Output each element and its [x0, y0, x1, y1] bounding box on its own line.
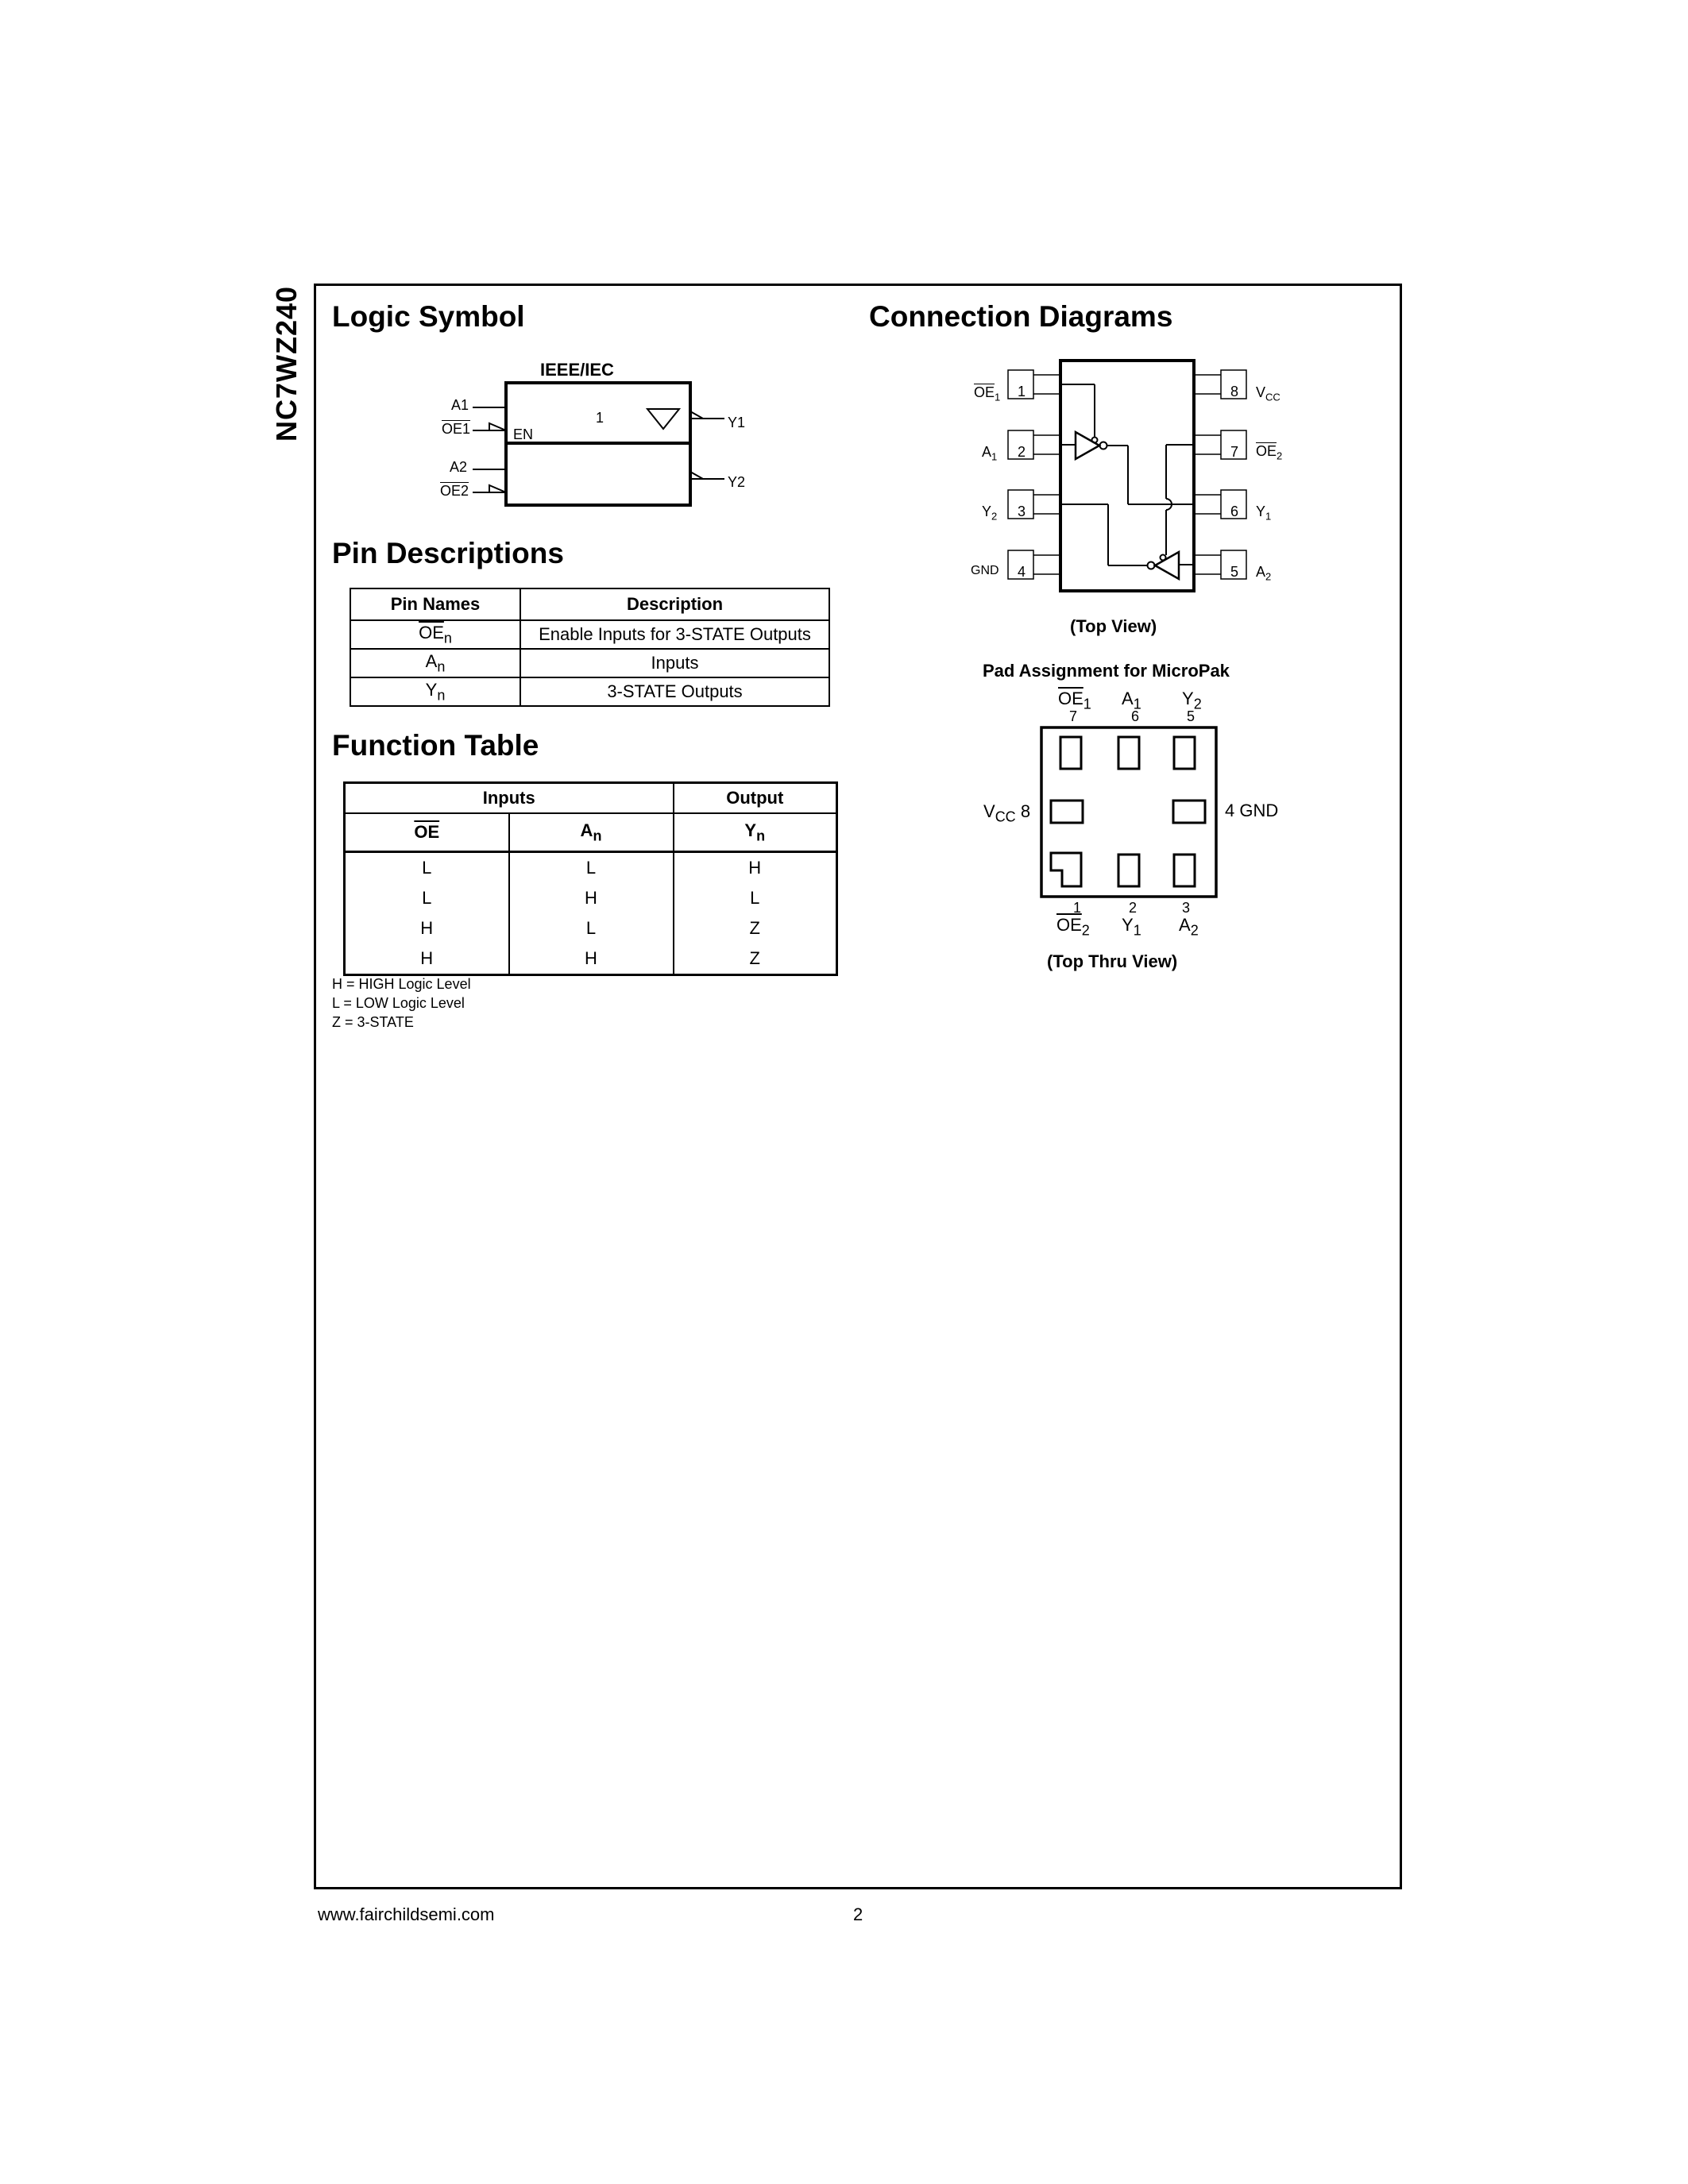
part-number-side-title: NC7WZ240 [270, 285, 303, 442]
table-cell: H [345, 913, 509, 943]
table-group-header-row [345, 783, 837, 814]
buffer-gate-1 [1076, 432, 1099, 459]
top-view-caption: (Top View) [1070, 616, 1157, 636]
table-row [345, 913, 837, 943]
footer-page-number: 2 [853, 1904, 863, 1924]
pin-label-a2: $A_2$ [1256, 564, 1272, 583]
pin-label-y1: $Y_1$ [1256, 504, 1272, 523]
logic-enable-label: EN [513, 426, 534, 442]
pin-description-cell: Enable Inputs for 3-STATE Outputs [520, 620, 829, 649]
micropak-top-label-a1: $A_1$ [1122, 689, 1141, 712]
logic-symbol-block-2 [506, 443, 690, 505]
table-cell: L [509, 913, 674, 943]
pin-label-gnd: GND [971, 564, 999, 577]
logic-output-y1: Y1 [728, 415, 746, 430]
micropak-pin-number-5: 5 [1187, 708, 1196, 724]
buffer-gate-2 [1155, 552, 1179, 579]
micropak-pin-number-7: 7 [1069, 708, 1078, 724]
function-table [343, 781, 838, 976]
footer-website: www.fairchildsemi.com [318, 1904, 495, 1924]
logic-qualifier: 1 [596, 410, 605, 426]
pin-label-vcc: $V_{CC}$ [1256, 384, 1280, 403]
table-row [350, 677, 829, 706]
table-cell: Z [674, 943, 837, 975]
column-header-pin-names: Pin Names [350, 588, 520, 620]
function-table-note: H = HIGH Logic Level [332, 976, 471, 992]
pin-name-cell: $\overline{OE}_n$ [350, 620, 520, 649]
table-cell: L [509, 852, 674, 884]
pin-descriptions-table [350, 588, 830, 707]
column-header-an: $A_n$ [509, 813, 674, 852]
logic-symbol-diagram [429, 373, 763, 532]
micropak-left-label-vcc: $V_{CC}$ 8 [983, 801, 1031, 825]
pin-number-8: 8 [1230, 384, 1239, 399]
pin-number-2: 2 [1018, 444, 1026, 460]
column-header-yn: $Y_n$ [674, 813, 837, 852]
pin-number-7: 7 [1230, 444, 1239, 460]
micropak-pin-number-1: 1 [1073, 900, 1082, 916]
micropak-pin-number-2: 2 [1129, 900, 1138, 916]
negation-mark-oe1 [489, 423, 506, 430]
table-cell: H [674, 852, 837, 884]
logic-output-y2: Y2 [728, 474, 746, 490]
logic-symbol-standard: IEEE/IEC [540, 360, 614, 380]
pad-2 [1118, 855, 1139, 886]
micropak-bottom-label-y1: $Y_1$ [1122, 915, 1141, 939]
pin-description-cell: Inputs [520, 649, 829, 677]
pin-description-cell: 3-STATE Outputs [520, 677, 829, 706]
micropak-pin-number-3: 3 [1182, 900, 1191, 916]
pin-number-3: 3 [1018, 504, 1026, 519]
pin-descriptions-heading: Pin Descriptions [332, 537, 564, 569]
table-row [350, 620, 829, 649]
three-state-output-symbol [647, 409, 679, 429]
pad-1 [1051, 853, 1081, 886]
micropak-pin-number-6: 6 [1131, 708, 1140, 724]
micropak-right-label-gnd: 4 GND [1225, 801, 1279, 820]
pin-label-y2: $Y_2$ [982, 504, 998, 523]
micropak-pad-diagram [1037, 723, 1221, 901]
table-header-row [345, 813, 837, 852]
pin-number-5: 5 [1230, 564, 1239, 580]
logic-input-a1: A1 [451, 397, 469, 413]
pin-name-cell: $Y_n$ [350, 677, 520, 706]
table-cell: L [345, 852, 509, 884]
function-table-note: Z = 3-STATE [332, 1014, 414, 1030]
pin-label-oe2: $\overline{OE}_2$ [1256, 443, 1283, 462]
pin-number-4: 4 [1018, 564, 1026, 580]
micropak-top-label-y2: $Y_2$ [1182, 689, 1202, 712]
table-cell: L [345, 883, 509, 913]
pin-label-oe1: $\overline{OE}_1$ [974, 384, 1001, 403]
table-cell: H [345, 943, 509, 975]
micropak-heading: Pad Assignment for MicroPak [983, 661, 1230, 681]
function-table-heading: Function Table [332, 729, 539, 762]
pad-4 [1173, 801, 1205, 823]
logic-input-oe2: OE2 [440, 483, 469, 499]
table-cell: L [674, 883, 837, 913]
table-row [345, 943, 837, 975]
group-header-output: Output [674, 783, 837, 814]
logic-input-oe1: OE1 [442, 421, 471, 437]
top-thru-view-caption: (Top Thru View) [1047, 951, 1178, 971]
pad-7 [1060, 737, 1081, 769]
pin-number-1: 1 [1018, 384, 1026, 399]
table-cell: Z [674, 913, 837, 943]
logic-symbol-heading: Logic Symbol [332, 300, 525, 333]
table-row [350, 649, 829, 677]
pin-label-a1: $A_1$ [982, 444, 998, 463]
pin-number-6: 6 [1230, 504, 1239, 519]
table-header-row [350, 588, 829, 620]
pad-8 [1051, 801, 1083, 823]
function-table-note: L = LOW Logic Level [332, 995, 465, 1011]
table-row [345, 883, 837, 913]
pin-name-cell: $A_n$ [350, 649, 520, 677]
table-row [345, 852, 837, 884]
logic-input-a2: A2 [450, 459, 468, 475]
table-cell: H [509, 883, 674, 913]
connection-diagrams-heading: Connection Diagrams [869, 300, 1173, 333]
pad-6 [1118, 737, 1139, 769]
column-header-description: Description [520, 588, 829, 620]
column-header-oe: $\overline{OE}$ [345, 813, 509, 852]
micropak-body [1041, 727, 1216, 897]
negation-mark-oe2 [489, 485, 506, 492]
micropak-bottom-label-oe2: $\overline{OE}_2$ [1056, 915, 1090, 939]
connection-diagram-package [1001, 357, 1295, 604]
group-header-inputs: Inputs [345, 783, 674, 814]
table-cell: H [509, 943, 674, 975]
micropak-top-label-oe1: $\overline{OE}_1$ [1058, 689, 1091, 712]
pad-3 [1174, 855, 1195, 886]
pad-5 [1174, 737, 1195, 769]
micropak-bottom-label-a2: $A_2$ [1179, 915, 1199, 939]
